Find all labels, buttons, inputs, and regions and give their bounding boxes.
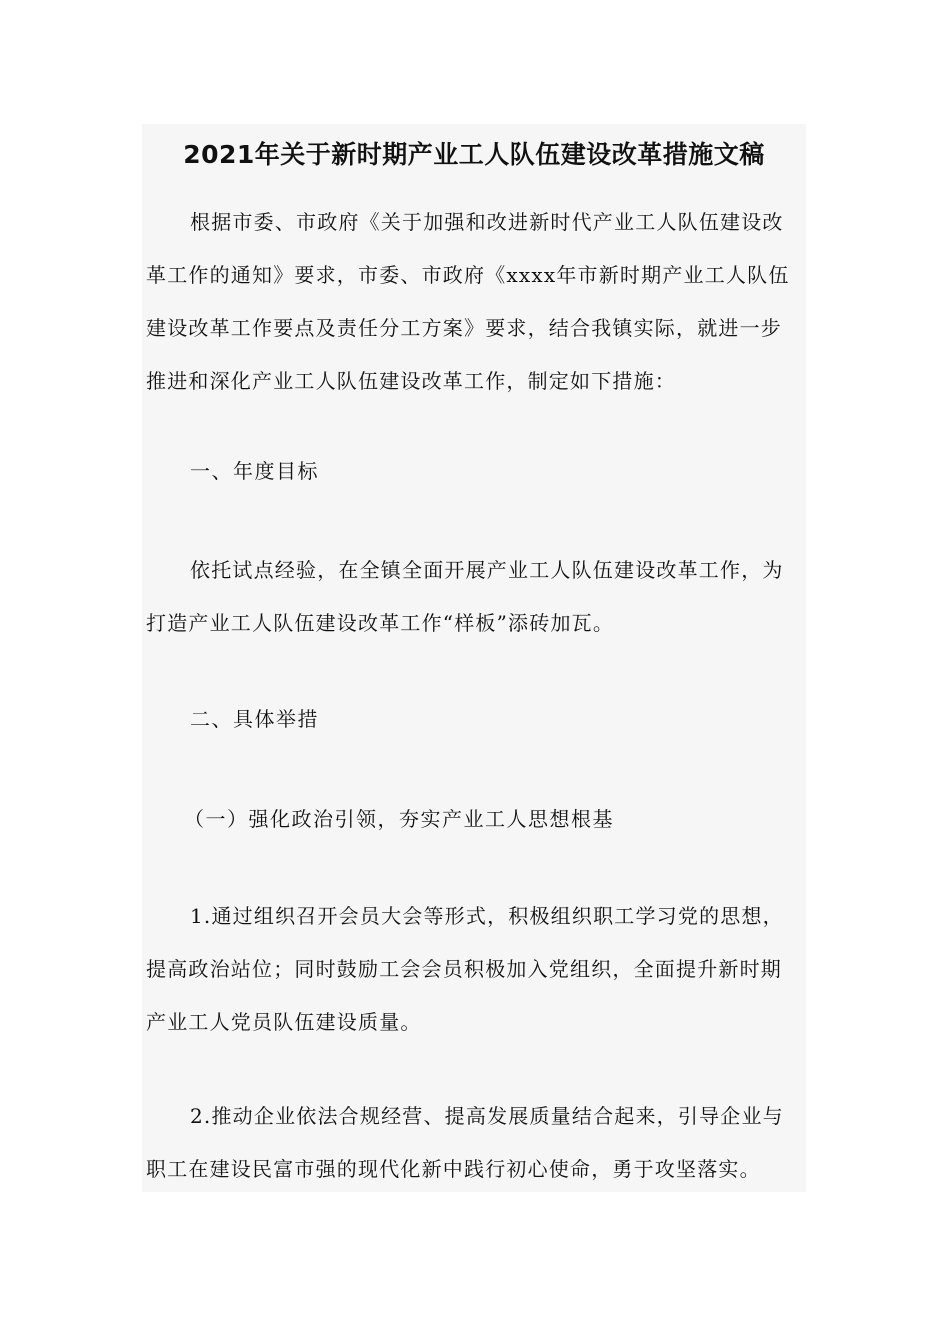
measure-item-2: 2.推动企业依法合规经营、提高发展质量结合起来，引导企业与职工在建设民富市强的现代化新中践行初心使命，勇于攻坚落实。 <box>146 1104 784 1181</box>
annual-goal-paragraph: 依托试点经验，在全镇全面开展产业工人队伍建设改革工作，为打造产业工人队伍建设改革工作“样板”添砖加瓦。 <box>146 558 784 635</box>
document-content <box>142 124 806 1192</box>
document-title: 2021年关于新时期产业工人队伍建设改革措施文稿 <box>183 140 765 169</box>
section-heading-measures: 二、具体举措 <box>190 707 319 731</box>
intro-paragraph: 根据市委、市政府《关于加强和改进新时代产业工人队伍建设改革工作的通知》要求，市委、市政府《xxxx年市新时期产业工人队伍建设改革工作要点及责任分工方案》要求，结合我镇实际，就进一步推进和深化产业工人队伍建设改革工作，制定如下措施： <box>146 210 790 393</box>
section-heading-annual-goal: 一、年度目标 <box>190 459 319 483</box>
subsection-heading-political-guidance: （一）强化政治引领，夯实产业工人思想根基 <box>184 807 614 831</box>
measure-item-1: 1.通过组织召开会员大会等形式，积极组织职工学习党的思想，提高政治站位；同时鼓励工会会员积极加入党组织，全面提升新时期产业工人党员队伍建设质量。 <box>146 904 784 1034</box>
